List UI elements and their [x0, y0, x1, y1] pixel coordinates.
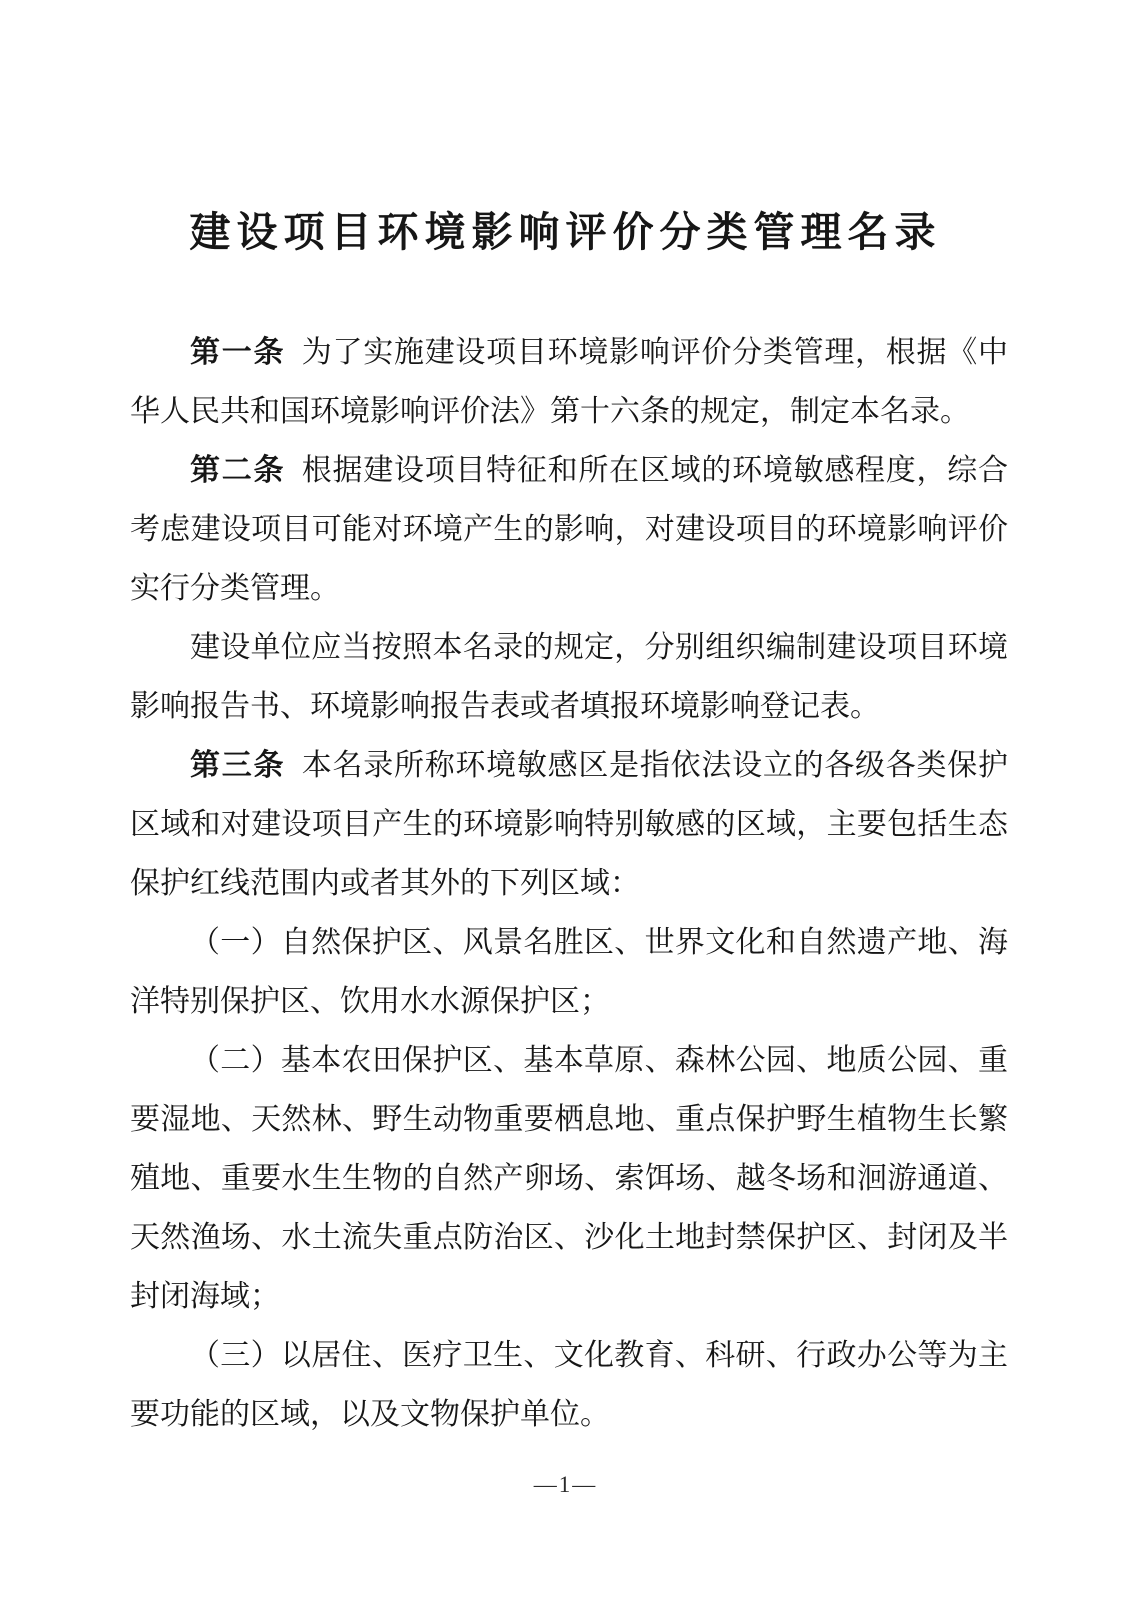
paragraph-article-2-continuation [130, 618, 1008, 736]
article-2-number: 第二条 [190, 454, 286, 487]
page-number: —1— [533, 1472, 598, 1497]
item-1-text: （一）自然保护区、风景名胜区、世界文化和自然遗产地、海洋特别保护区、饮用水水源保护区； [130, 926, 1008, 1018]
paragraph-item-1 [130, 913, 1008, 1031]
article-3-number: 第三条 [190, 749, 286, 782]
item-2-text: （二）基本农田保护区、基本草原、森林公园、地质公园、重要湿地、天然林、野生动物重要栖息地、重点保护野生植物生长繁殖地、重要水生生物的自然产卵场、索饵场、越冬场和洄游通道、天然渔场、水土流失重点防治区、沙化土地封禁保护区、封闭及半封闭海域； [130, 1044, 1008, 1313]
item-3-text: （三）以居住、医疗卫生、文化教育、科研、行政办公等为主要功能的区域，以及文物保护单位。 [130, 1339, 1008, 1431]
document-body [130, 323, 1008, 1444]
article-3-text: 本名录所称环境敏感区是指依法设立的各级各类保护区域和对建设项目产生的环境影响特别敏感的区域，主要包括生态保护红线范围内或者其外的下列区域： [130, 749, 1009, 900]
paragraph-article-2 [130, 441, 1008, 618]
article-2-continuation-text: 建设单位应当按照本名录的规定，分别组织编制建设项目环境影响报告书、环境影响报告表或者填报环境影响登记表。 [130, 631, 1008, 723]
document-title: 建设项目环境影响评价分类管理名录 [189, 209, 942, 256]
paragraph-article-1 [130, 323, 1008, 441]
paragraph-item-2 [130, 1031, 1008, 1326]
article-1-number: 第一条 [190, 336, 286, 369]
article-1-text: 为了实施建设项目环境影响评价分类管理，根据《中华人民共和国环境影响评价法》第十六条的规定，制定本名录。 [130, 336, 1009, 428]
paragraph-item-3 [130, 1326, 1008, 1444]
paragraph-article-3 [130, 736, 1008, 913]
article-2-text: 根据建设项目特征和所在区域的环境敏感程度，综合考虑建设项目可能对环境产生的影响，对建设项目的环境影响评价实行分类管理。 [130, 454, 1009, 605]
